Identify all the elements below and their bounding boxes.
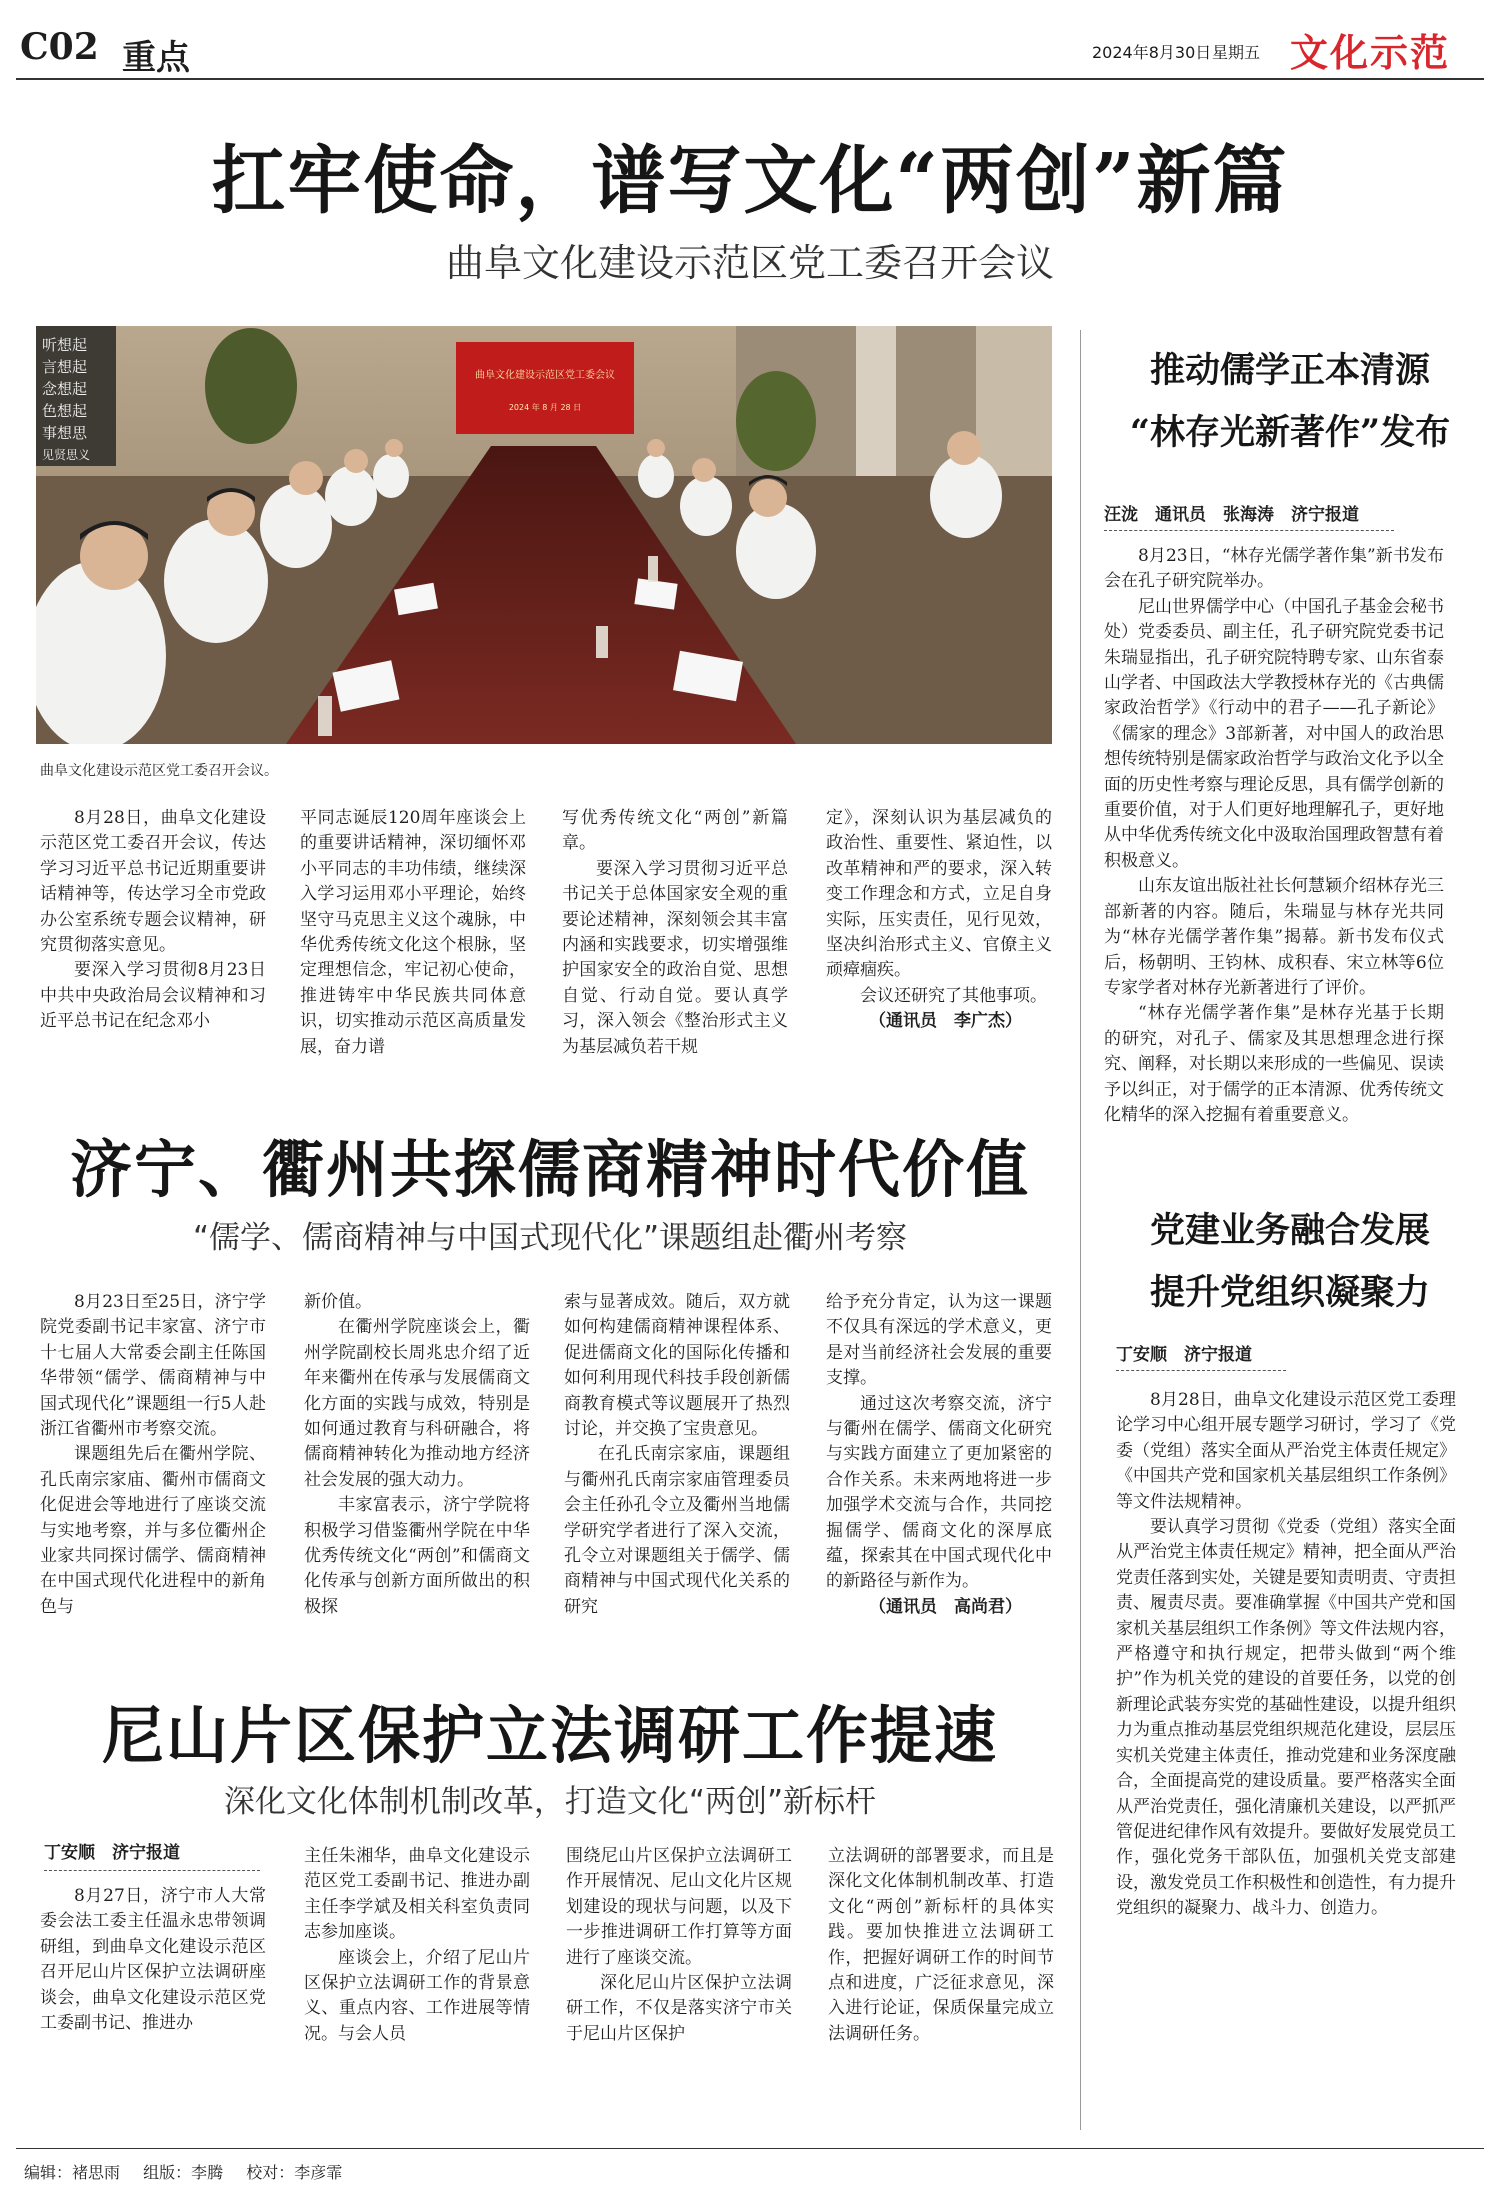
article3-headline: 尼山片区保护立法调研工作提速	[101, 1699, 998, 1772]
title-line: 党建业务融合发展	[1149, 1210, 1430, 1251]
paragraph: 索与显著成效。随后，双方就如何构建儒商精神课程体系、促进儒商文化的国际化传播和如何利用现代科技手段创新儒商教育模式等议题展开了热烈讨论，并交换了宝贵意见。	[564, 1292, 790, 1440]
layout-credit: 组版：李腾	[143, 2163, 224, 2182]
wall-sign-line: 言想起	[42, 358, 88, 376]
paragraph: 围绕尼山片区保护立法调研工作开展情况、尼山文化片区规划建设的现状与问题，以及下一步推进调研工作打算等方面进行了座谈交流。	[566, 1846, 792, 1968]
screen-date: 2024 年 8 月 28 日	[508, 403, 582, 412]
title-line: 提升党组织凝聚力	[1149, 1272, 1430, 1313]
projection-screen	[456, 342, 634, 434]
paragraph: 在衢州学院座谈会上，衢州学院副校长周兆忠介绍了近年来衢州在传承与发展儒商文化方面的实践与成效，特别是如何通过教育与科研融合，将儒商精神转化为推动地方经济社会发展的强大动力。	[304, 1317, 530, 1490]
sidebar-article1-body	[1104, 544, 1444, 1128]
article3-column-4	[828, 1844, 1054, 2047]
footer-credits	[24, 2160, 360, 2183]
header-rule	[16, 78, 1484, 80]
paragraph: 新价值。	[304, 1292, 372, 1312]
paragraph: 尼山世界儒学中心（中国孔子基金会秘书处）党委委员、副主任，孔子研究院党委书记朱瑞显指出，孔子研究院特聘专家、山东省泰山学者、中国政法大学教授林存光的《古典儒家政治哲学》《行动中的君子——孔子新论》《儒家的理念》3部新著，对中国人的政治思想传统特别是儒家政治哲学与政治文化予以全面的历史性考察与理论反思，具有儒学创新的重要价值，对于人们更好地理解孔子，更好地从中华优秀传统文化中汲取治国理政智慧有着积极意义。	[1104, 596, 1444, 871]
wall-sign-line: 听想起	[42, 336, 88, 354]
paragraph: 立法调研的部署要求，而且是深化文化体制机制改革、打造文化“两创”新标杆的具体实践。要加快推进立法调研工作，把握好调研工作的时间节点和进度，广泛征求意见，深入进行论证，保质保量完成立法调研任务。	[828, 1846, 1054, 2044]
editor-credit: 编辑：褚思雨	[24, 2163, 121, 2182]
paragraph: 8月23日，“林存光儒学著作集”新书发布会在孔子研究院举办。	[1104, 546, 1444, 592]
wall-sign-line: 事想思	[42, 424, 88, 442]
footer-rule	[16, 2148, 1484, 2149]
paragraph: 丰家富表示，济宁学院将积极学习借鉴衢州学院在中华优秀传统文化“两创”和儒商文化传承与创新方面所做出的积极探	[304, 1495, 530, 1617]
meeting-photo	[36, 326, 1052, 744]
paragraph: 会议还研究了其他事项。	[860, 985, 1047, 1006]
article3-byline: 丁安顺 济宁报道	[44, 1843, 180, 1863]
lead-column-3	[562, 806, 788, 1060]
lead-headline: 扛牢使命，谱写文化“两创”新篇	[211, 138, 1289, 224]
sidebar-article2-title	[1100, 1200, 1480, 1324]
article2-subheadline: “儒学、儒商精神与中国式现代化”课题组赴衢州考察	[192, 1220, 908, 1256]
paragraph: 深化尼山片区保护立法调研工作，不仅是落实济宁市关于尼山片区保护	[566, 1973, 792, 2044]
article2-column-3	[564, 1290, 790, 1620]
title-line: “林存光新著作”发布	[1129, 412, 1451, 453]
article2-headline: 济宁、衢州共探儒商精神时代价值	[69, 1133, 1030, 1206]
paragraph: 主任朱湘华，曲阜文化建设示范区党工委副书记、推进办副主任李学斌及相关科室负责同志参加座谈。	[304, 1846, 530, 1943]
paragraph: 8月23日至25日，济宁学院党委副书记丰家富、济宁市十七届人大常委会副主任陈国华带领“儒学、儒商精神与中国式现代化”课题组一行5人赴浙江省衢州市考察交流。	[40, 1292, 266, 1440]
wall-sign-line: 见贤思义	[42, 448, 91, 462]
signature: （通讯员 李广杰）	[869, 1011, 1022, 1032]
sidebar-article2-body	[1116, 1388, 1456, 1922]
byline-rule	[1104, 530, 1394, 532]
paragraph: 通过这次考察交流，济宁与衢州在儒学、儒商文化研究与实践方面建立了更加紧密的合作关系。未来两地将进一步加强学术交流与合作，共同挖掘儒学、儒商文化的深厚底蕴，探索其在中国式现代化中的新路径与新作为。	[826, 1393, 1052, 1592]
paragraph: 8月28日，曲阜文化建设示范区党工委召开会议，传达学习习近平总书记近期重要讲话精神等，传达学习全市党政办公室系统专题会议精神，研究贯彻落实意见。	[40, 808, 266, 956]
sidebar-article2-byline: 丁安顺 济宁报道	[1116, 1345, 1252, 1365]
sidebar-article1-title	[1100, 340, 1480, 464]
paragraph: 写优秀传统文化“两创”新篇章。	[562, 808, 788, 854]
paragraph: 定》，深刻认识为基层减负的政治性、重要性、紧迫性，以改革精神和严的要求，深入转变工作理念和方式，立足自身实际，压实责任，见行见效，坚决纠治形式主义、官僚主义顽瘴痼疾。	[826, 808, 1052, 981]
sidebar-divider	[1080, 330, 1081, 2130]
wall-sign-line: 念想起	[42, 380, 88, 398]
wall-sign-line: 色想起	[42, 402, 88, 420]
lead-column-4	[826, 806, 1052, 1035]
section-name: 重点	[122, 38, 190, 78]
signature: （通讯员 高尚君）	[869, 1596, 1022, 1617]
paragraph: 要深入学习贯彻习近平总书记关于总体国家安全观的重要论述精神，深刻领会其丰富内涵和实践要求，切实增强维护国家安全的政治自觉、思想自觉、行动自觉。要认真学习，深入领会《整治形式主义为基层减负若干规	[562, 858, 788, 1057]
article3-column-3	[566, 1844, 792, 2047]
article3-column-2	[304, 1844, 530, 2047]
sidebar-article1-byline: 汪泷 通讯员 张海涛 济宁报道	[1104, 505, 1359, 525]
lead-column-1	[40, 806, 266, 1035]
byline-rule	[1116, 1370, 1286, 1372]
paragraph: 8月28日，曲阜文化建设示范区党工委理论学习中心组开展专题学习研讨，学习了《党委（党组）落实全面从严治党主体责任规定》《中国共产党和国家机关基层组织工作条例》等文件法规精神。	[1116, 1390, 1456, 1512]
article2-column-1	[40, 1290, 266, 1620]
title-line: 推动儒学正本清源	[1149, 350, 1430, 391]
meeting-photo-illustration	[36, 326, 1052, 744]
lead-column-2	[300, 806, 526, 1060]
paragraph: 8月27日，济宁市人大常委会法工委主任温永忠带领调研组，到曲阜文化建设示范区召开尼山片区保护立法调研座谈会，曲阜文化建设示范区党工委副书记、推进办	[40, 1886, 266, 2034]
paragraph: 要深入学习贯彻8月23日中共中央政治局会议精神和习近平总书记在纪念邓小	[40, 960, 266, 1032]
paragraph: 给予充分肯定，认为这一课题不仅具有深远的学术意义，更是对当前经济社会发展的重要支撑。	[826, 1292, 1052, 1389]
paragraph: 平同志诞辰120周年座谈会上的重要讲话精神，深切缅怀邓小平同志的丰功伟绩，继续深入学习运用邓小平理论，始终坚守马克思主义这个魂脉，中华优秀传统文化这个根脉，坚定理想信念，牢记初心使命，推进铸牢中华民族共同体意识，切实推动示范区高质量发展，奋力谱	[300, 808, 526, 1057]
issue-date: 2024年8月30日	[1092, 43, 1212, 62]
article2-column-2	[304, 1290, 530, 1620]
paragraph: “林存光儒学著作集”是林存光基于长期的研究，对孔子、儒家及其思想理念进行探究、阐释，对长期以来形成的一些偏见、误读予以纠正，对于儒学的正本清源、优秀传统文化精华的深入挖掘有着重要意义。	[1104, 1003, 1444, 1125]
paragraph: 课题组先后在衢州学院、孔氏南宗家庙、衢州市儒商文化促进会等地进行了座谈交流与实地考察，并与多位衢州企业家共同探讨儒学、儒商精神在中国式现代化进程中的新角色与	[40, 1444, 266, 1617]
paragraph: 座谈会上，介绍了尼山片区保护立法调研工作的背景意义、重点内容、工作进展等情况。与会人员	[304, 1947, 530, 2044]
article3-subheadline: 深化文化体制机制改革，打造文化“两创”新标杆	[223, 1784, 877, 1820]
issue-weekday: 星期五	[1212, 43, 1261, 62]
paragraph: 要认真学习贯彻《党委（党组）落实全面从严治党主体责任规定》精神，把全面从严治党责任落到实处，关键是要知责明责、守责担责、履责尽责。要准确掌握《中国共产党和国家机关基层组织工作条例》等文件法规内容，严格遵守和执行规定，把带头做到“两个维护”作为机关党的建设的首要任务，以党的创新理论武装夯实党的基础性建设，以提升组织力为重点推动基层党组织规范化建设，层层压实机关党建主体责任，推动党建和业务深度融合，全面提高党的建设质量。要严格落实全面从严治党责任，强化清廉机关建设，以严抓严管促进纪律作风有效提升。要做好发展党员工作，强化党务干部队伍，加强机关党支部建设，激发党员工作积极性和创造性，有力提升党组织的凝聚力、战斗力、创造力。	[1116, 1517, 1456, 1919]
brand-logo: 文化示范	[1290, 31, 1451, 75]
lead-subheadline: 曲阜文化建设示范区党工委召开会议	[445, 241, 1054, 285]
paragraph: 在孔氏南宗家庙，课题组与衢州孔氏南宗家庙管理委员会主任孙孔令立及衢州当地儒学研究学者进行了深入交流，孔令立对课题组关于儒学、儒商精神与中国式现代化关系的研究	[564, 1444, 790, 1617]
byline-rule	[44, 1870, 260, 1872]
paragraph: 山东友谊出版社社长何慧颖介绍林存光三部新著的内容。随后，朱瑞显与林存光共同为“林存光儒学著作集”揭幕。新书发布仪式后，杨朝明、王钧林、成积春、宋立林等6位专家学者对林存光新著进行了评价。	[1104, 876, 1444, 998]
photo-caption: 曲阜文化建设示范区党工委召开会议。	[40, 763, 278, 779]
proof-credit: 校对：李彦霏	[246, 2163, 343, 2182]
article3-column-1	[40, 1884, 266, 2036]
page-number: C02	[20, 26, 99, 68]
screen-title: 曲阜文化建设示范区党工委会议	[475, 370, 615, 381]
article2-column-4	[826, 1290, 1052, 1620]
